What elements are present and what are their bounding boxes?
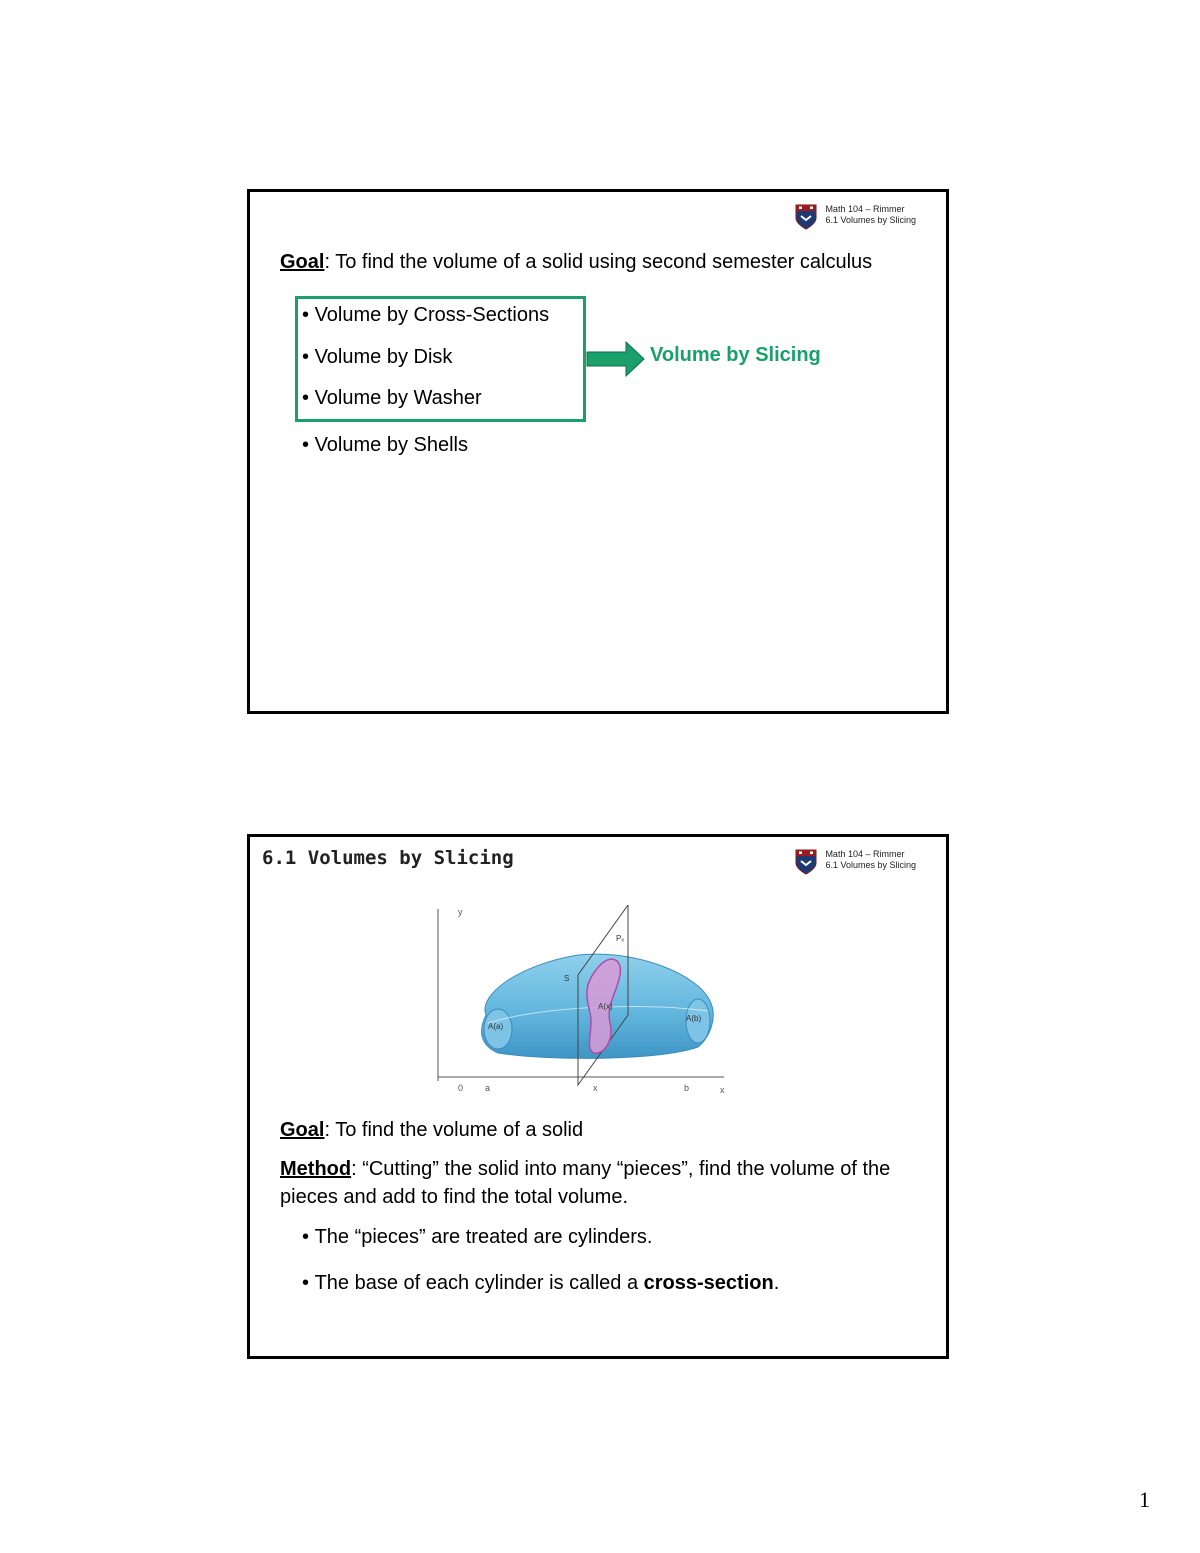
goal-text: : To find the volume of a solid using second semester calculus: [324, 251, 873, 273]
slide-header: [795, 204, 916, 230]
bullet-disk: • Volume by Disk: [302, 345, 452, 369]
bullet-text: The base of each cylinder is called a: [314, 1272, 644, 1294]
slide-header: [795, 849, 916, 875]
b-label: b: [684, 1083, 690, 1093]
method-text: : “Cutting” the solid into many “pieces”, find the volume of the pieces and add to find the total volume.: [280, 1158, 891, 1208]
header-line-1: Math 104 – Rimmer: [825, 849, 905, 859]
slide-1: [247, 189, 949, 714]
a-b-label: A(b): [686, 1014, 702, 1023]
goal-statement: [280, 250, 872, 274]
origin-label: 0: [458, 1083, 464, 1093]
header-line-2: 6.1 Volumes by Slicing: [825, 860, 916, 870]
bullet-cross-sections: • Volume by Cross-Sections: [302, 303, 549, 327]
slide-2: [247, 834, 949, 1359]
bullet-shells: • Volume by Shells: [302, 433, 468, 457]
a-label: a: [485, 1083, 491, 1093]
volume-by-slicing-label: Volume by Slicing: [650, 344, 821, 366]
bullet-washer: • Volume by Washer: [302, 386, 482, 410]
x-tick-label: x: [593, 1083, 598, 1093]
goal-statement: [280, 1118, 583, 1142]
header-line-2: 6.1 Volumes by Slicing: [825, 215, 916, 225]
university-shield-icon: [795, 204, 817, 230]
cross-section-term: cross-section: [643, 1272, 774, 1294]
goal-label: Goal: [280, 251, 325, 273]
s-label: S: [564, 974, 570, 983]
y-axis-label: y: [458, 907, 463, 917]
a-x-label: A(x): [598, 1002, 613, 1011]
header-line-1: Math 104 – Rimmer: [825, 204, 905, 214]
right-arrow-icon: [586, 340, 646, 380]
bullet-cross-section: [302, 1271, 779, 1295]
bullet-pieces: • The “pieces” are treated are cylinders.: [302, 1225, 653, 1249]
x-axis-label: x: [720, 1085, 725, 1095]
page-number: 1: [1139, 1487, 1150, 1512]
solid-slicing-figure: [428, 905, 728, 1105]
goal-text: : To find the volume of a solid: [324, 1119, 584, 1141]
method-label: Method: [280, 1158, 352, 1180]
p-x-label: Pₓ: [616, 934, 624, 943]
slide-title: 6.1 Volumes by Slicing: [262, 847, 514, 869]
goal-label: Goal: [280, 1119, 325, 1141]
a-a-label: A(a): [488, 1022, 504, 1031]
bullet-period: .: [773, 1272, 780, 1294]
university-shield-icon: [795, 849, 817, 875]
method-statement: [280, 1155, 930, 1211]
